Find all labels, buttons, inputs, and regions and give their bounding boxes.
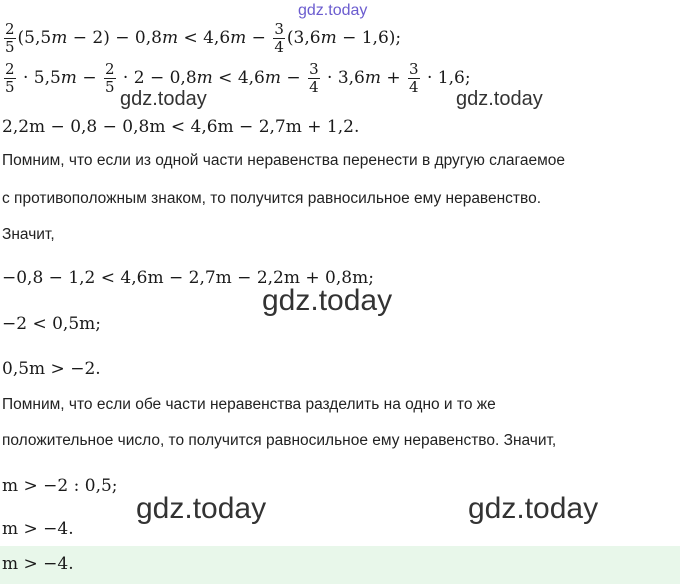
explanation-paragraph-3: Значит, [2,226,55,243]
fraction-two-fifths: $\frac{2}{5}$ [104,60,115,96]
equation-line-7: m > −2 : 0,5; [2,476,118,496]
equation-line-2: $\frac{2}{5}$ · 5,5m − $\frac{2}{5}$ · 2 − 0,8m < 4,6m − $\frac{3}{4}$ · 3,6m + $\frac{3}{4}$ · 1,6; [5,60,471,96]
watermark-top: gdz.today [298,2,368,19]
explanation-paragraph-4: Помним, что если обе части неравенства разделить на одно и то же [2,396,496,413]
watermark: gdz.today [468,492,599,525]
explanation-paragraph-2: с противоположным знаком, то получится равносильное ему неравенство. [2,190,542,207]
equation-line-3: 2,2m − 0,8 − 0,8m < 4,6m − 2,7m + 1,2. [2,117,360,137]
watermark: gdz.today [456,88,543,110]
fraction-three-fourths: $\frac{3}{4}$ [274,20,284,56]
equation-line-6: 0,5m > −2. [2,359,101,379]
fraction-two-fifths: $\frac{2}{5}$ [5,60,15,96]
explanation-paragraph-1: Помним, что если из одной части неравенства перенести в другую слагаемое [2,152,565,169]
equation-line-4: −0,8 − 1,2 < 4,6m − 2,7m − 2,2m + 0,8m; [2,268,374,288]
explanation-paragraph-5: положительное число, то получится равносильное ему неравенство. Значит, [2,432,557,449]
equation-line-1: $\frac{2}{5}$ (5,5m − 2) − 0,8m < 4,6m − $\frac{3}{4}$ (3,6m − 1,6); [5,20,402,56]
fraction-three-fourths: $\frac{3}{4}$ [409,60,419,96]
equation-line-5: −2 < 0,5m; [2,314,101,334]
answer-text: m > −4. [2,554,74,574]
watermark: gdz.today [120,88,207,110]
equation-line-8: m > −4. [2,519,74,539]
fraction-three-fourths: $\frac{3}{4}$ [309,60,319,96]
watermark: gdz.today [136,492,267,525]
fraction-two-fifths: $\frac{2}{5}$ [5,20,15,56]
watermark: gdz.today [262,284,393,317]
answer-box [0,546,680,584]
